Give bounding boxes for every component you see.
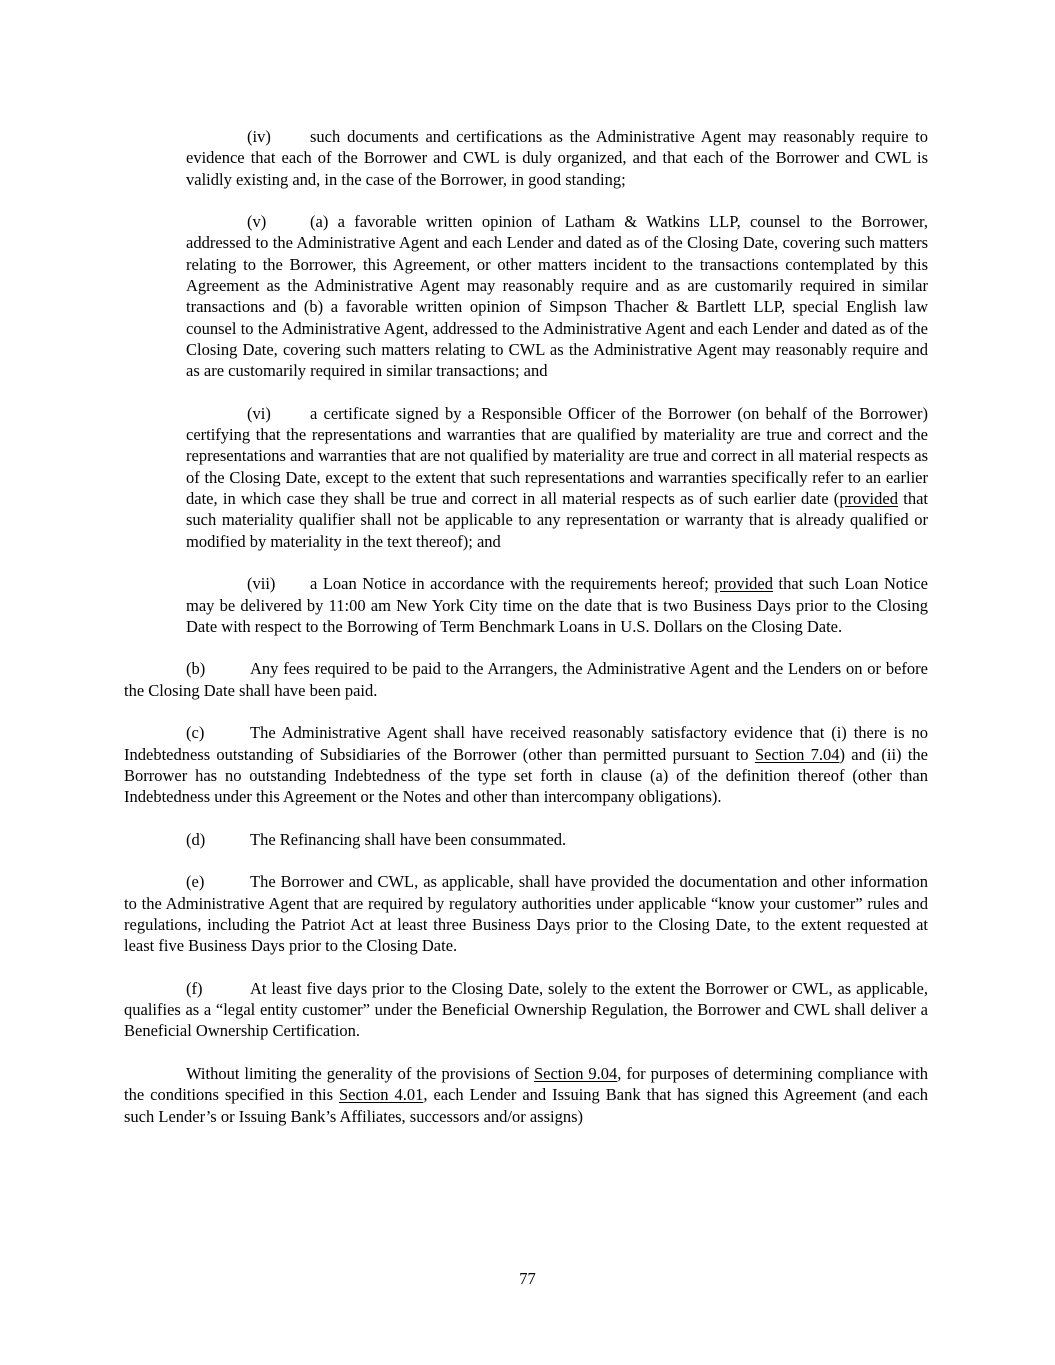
text-run: (a) a favorable written opinion of Latham & Watkins LLP, counsel to the Borrower, addressed to the Administrative Agent and each Lender and dated as of the Closing Date, covering such matters relating to the Borrower, this Agreement, or other matters incident to the transactions contemplated by this Agreement as the Administrative Agent may reasonably require and as are customarily required in similar transactions and (b) a favorable written opinion of Simpson Thacher & Bartlett LLP, special English law counsel to the Administrative Agent, addressed to the Administrative Agent and each Lender and dated as of the Closing Date, covering such matters relating to CWL as the Administrative Agent may reasonably require and as are customarily required in similar transactions; and: [186, 212, 928, 381]
paragraph-label: (b): [186, 659, 206, 679]
text-run: The Refinancing shall have been consummated.: [250, 829, 567, 849]
paragraph-label: (iv): [247, 127, 271, 146]
text-run: At least five days prior to the Closing Date, solely to the extent the Borrower or CWL, as applicable, qualifies as a “legal entity customer” under the Beneficial Ownership Regulation, the Borrower and CWL shall deliver a Beneficial Ownership Certification.: [124, 978, 928, 1041]
text-run: a Loan Notice in accordance with the requirements hereof;: [310, 574, 715, 594]
paragraph-label: (f): [186, 978, 203, 998]
text-run: Any fees required to be paid to the Arrangers, the Administrative Agent and the Lenders on or before the Closing Date shall have been paid.: [124, 659, 928, 700]
text-run: a certificate signed by a Responsible Officer of the Borrower (on behalf of the Borrower) certifying that the representations and warranties that are qualified by materiality are true and correct and the representations and warranties that are not qualified by materiality are true and correct in all material respects as of the Closing Date, except to the extent that such representations and warranties specifically refer to an earlier date, in which case they shall be true and correct in all material respects as of such earlier date (: [186, 403, 928, 509]
underlined-text: provided: [839, 489, 898, 509]
paragraph-label: (e): [186, 872, 205, 892]
page-number: 77: [519, 1268, 536, 1288]
paragraph-label: (d): [186, 829, 206, 849]
paragraph-iv: [186, 126, 928, 190]
underlined-text: Section 4.01: [339, 1085, 424, 1105]
text-run: , each Lender and Issuing Bank that has signed this Agreement (and each such Lender’s or Issuing Bank’s Affiliates, successors and/or assigns): [124, 1085, 928, 1126]
document-body: [124, 126, 928, 1127]
paragraph-label: (vii): [247, 574, 276, 594]
text-run: such documents and certifications as the Administrative Agent may reasonably require to evidence that each of the Borrower and CWL is duly organized, and that each of the Borrower and CWL is validly existing and, in the case of the Borrower, in good standing;: [186, 127, 928, 189]
paragraph-v: [186, 211, 928, 381]
text-run: that such Loan Notice may be delivered by 11:00 am New York City time on the date that is two Business Days prior to the Closing Date with respect to the Borrowing of Term Benchmark Loans in U.S. Dollars on the Closing Date.: [186, 574, 928, 636]
paragraph-d: [124, 829, 928, 850]
paragraph-vii: [186, 573, 928, 637]
underlined-text: Section 9.04: [533, 1064, 618, 1084]
underlined-text: Section 7.04: [754, 744, 840, 764]
paragraph-label: (vi): [247, 403, 271, 423]
text-run: that such materiality qualifier shall not be applicable to any representation or warranty that is already qualified or modified by materiality in the text thereof); and: [186, 489, 928, 551]
paragraph-c: [124, 722, 928, 807]
paragraph-closing: [124, 1063, 928, 1127]
paragraph-label: (v): [247, 212, 267, 232]
paragraph-label: (c): [186, 723, 205, 743]
text-run: , for purposes of determining compliance with the conditions specified in this: [124, 1064, 928, 1105]
text-run: The Borrower and CWL, as applicable, shall have provided the documentation and other information to the Administrative Agent that are required by regulatory authorities under applicable “know your customer” rules and regulations, including the Patriot Act at least three Business Days prior to the Closing Date, to the extent requested at least five Business Days prior to the Closing Date.: [124, 872, 928, 956]
paragraph-vi: [186, 403, 928, 552]
paragraph-e: [124, 871, 928, 956]
underlined-text: provided: [714, 574, 773, 594]
text-run: The Administrative Agent shall have received reasonably satisfactory evidence that (i) there is no Indebtedness outstanding of Subsidiaries of the Borrower (other than permitted pursuant to: [124, 723, 928, 764]
text-run: Without limiting the generality of the provisions of: [186, 1064, 534, 1084]
text-run: ) and (ii) the Borrower has no outstanding Indebtedness of the type set forth in clause (a) of the definition thereof (other than Indebtedness under this Agreement or the Notes and other than intercompany obligations).: [124, 744, 928, 807]
paragraph-f: [124, 978, 928, 1042]
paragraph-b: [124, 658, 928, 701]
